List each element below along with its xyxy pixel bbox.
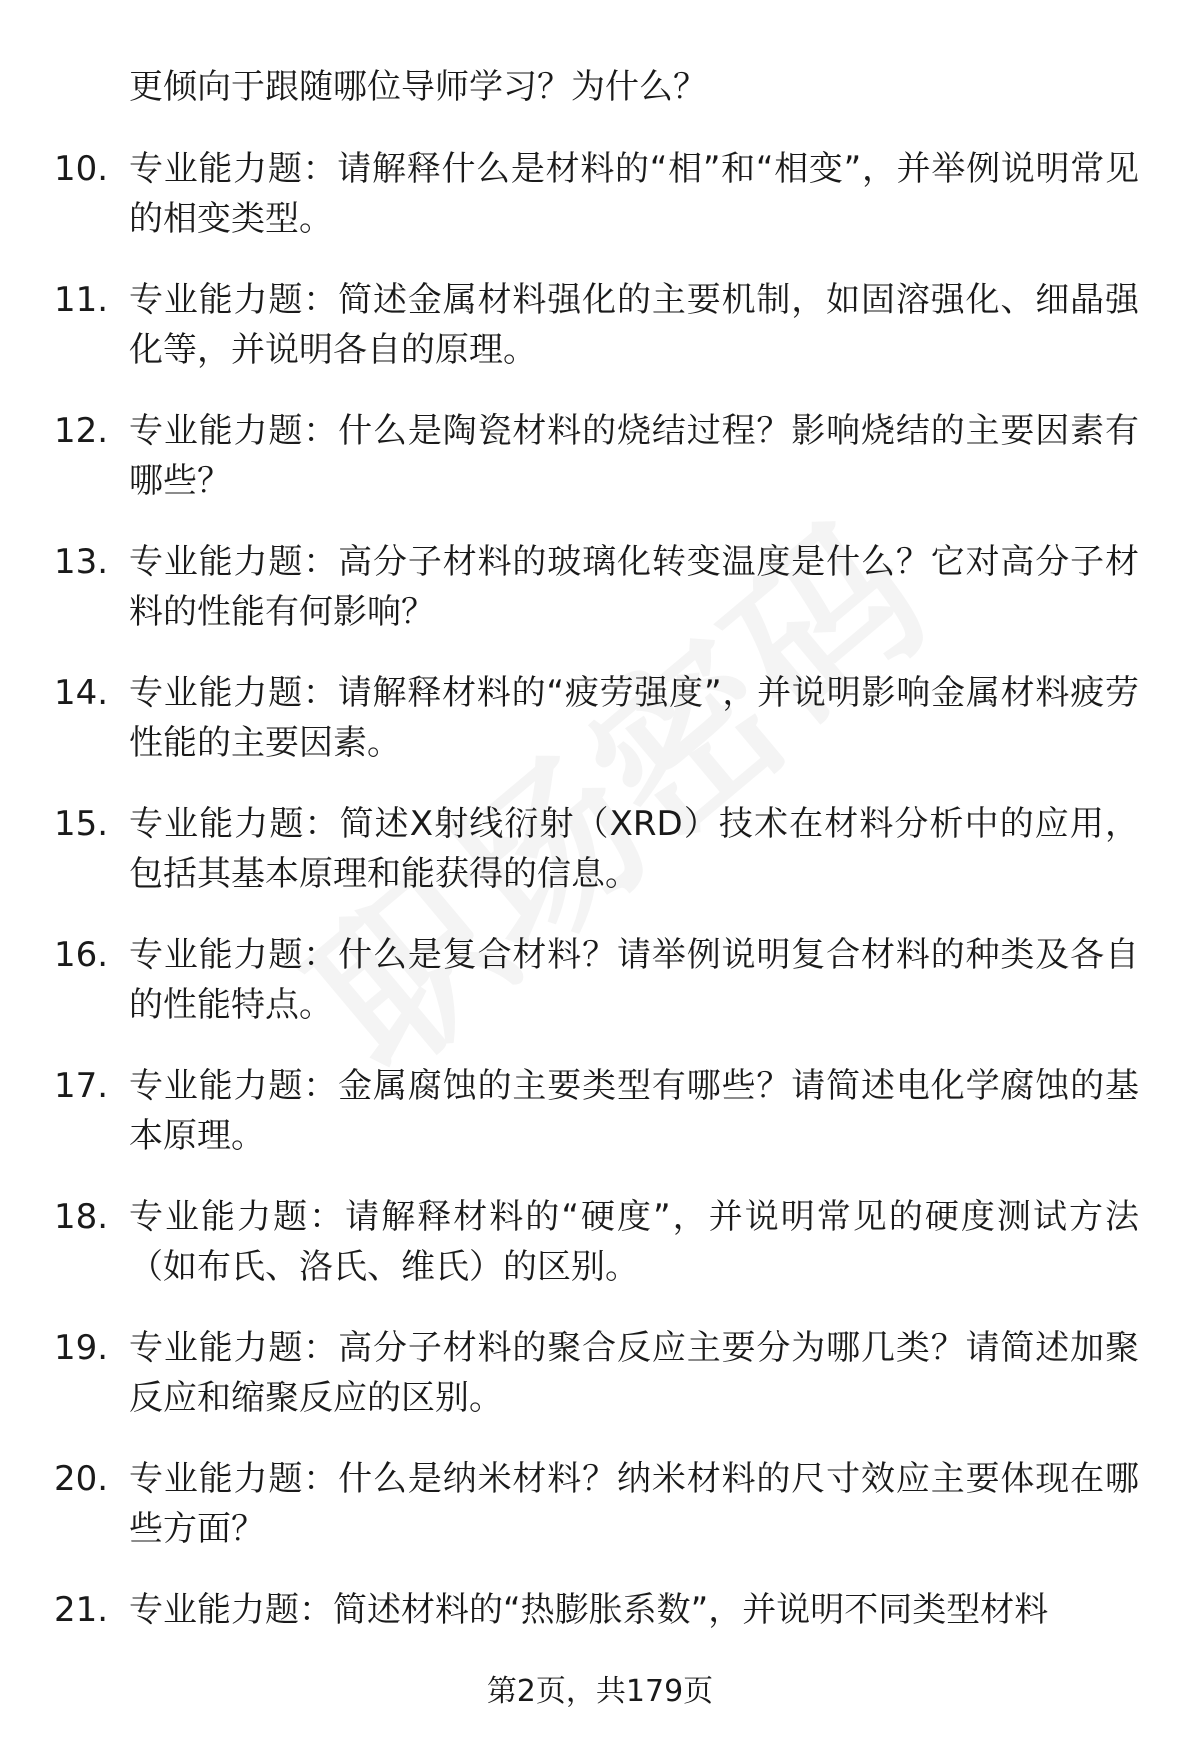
question-text: 专业能力题：什么是纳米材料？纳米材料的尺寸效应主要体现在哪些方面？ <box>129 1459 1139 1549</box>
question-number: 11. <box>54 280 109 320</box>
question-text: 专业能力题：请解释什么是材料的“相”和“相变”，并举例说明常见的相变类型。 <box>129 149 1139 239</box>
continuation-text: 更倾向于跟随哪位导师学习？为什么？ <box>129 67 707 107</box>
question-list <box>0 144 1200 1716</box>
question-number: 19. <box>54 1328 109 1368</box>
question-item <box>0 275 1200 406</box>
question-item <box>0 668 1200 799</box>
question-number: 18. <box>54 1197 109 1237</box>
question-item <box>0 1323 1200 1454</box>
question-text: 专业能力题：高分子材料的聚合反应主要分为哪几类？请简述加聚反应和缩聚反应的区别。 <box>129 1328 1139 1418</box>
question-item <box>0 144 1200 275</box>
question-text: 专业能力题：什么是复合材料？请举例说明复合材料的种类及各自的性能特点。 <box>129 935 1139 1025</box>
question-number: 15. <box>54 804 109 844</box>
question-item <box>0 406 1200 537</box>
question-item <box>0 1192 1200 1323</box>
question-text: 专业能力题：高分子材料的玻璃化转变温度是什么？它对高分子材料的性能有何影响？ <box>129 542 1139 632</box>
question-number: 10. <box>54 149 109 189</box>
question-item <box>0 1061 1200 1192</box>
question-item <box>0 930 1200 1061</box>
question-number: 14. <box>54 673 109 713</box>
question-text: 专业能力题：请解释材料的“疲劳强度”，并说明影响金属材料疲劳性能的主要因素。 <box>129 673 1139 763</box>
question-text: 专业能力题：什么是陶瓷材料的烧结过程？影响烧结的主要因素有哪些？ <box>129 411 1139 501</box>
question-text: 专业能力题：简述X射线衍射（XRD）技术在材料分析中的应用，包括其基本原理和能获得的信息。 <box>129 804 1139 894</box>
question-item <box>0 537 1200 668</box>
question-number: 21. <box>54 1590 109 1630</box>
page-footer: 第2页，共179页 <box>486 1674 714 1709</box>
question-number: 16. <box>54 935 109 975</box>
question-text: 专业能力题：请解释材料的“硬度”，并说明常见的硬度测试方法（如布氏、洛氏、维氏）的区别。 <box>129 1197 1139 1287</box>
question-item <box>0 799 1200 930</box>
question-text: 专业能力题：简述金属材料强化的主要机制，如固溶强化、细晶强化等，并说明各自的原理。 <box>129 280 1139 370</box>
question-number: 20. <box>54 1459 109 1499</box>
question-text: 专业能力题：简述材料的“热膨胀系数”，并说明不同类型材料 <box>129 1590 1049 1630</box>
question-number: 17. <box>54 1066 109 1106</box>
question-text: 专业能力题：金属腐蚀的主要类型有哪些？请简述电化学腐蚀的基本原理。 <box>129 1066 1139 1156</box>
question-number: 12. <box>54 411 109 451</box>
question-item <box>0 1454 1200 1585</box>
question-number: 13. <box>54 542 109 582</box>
